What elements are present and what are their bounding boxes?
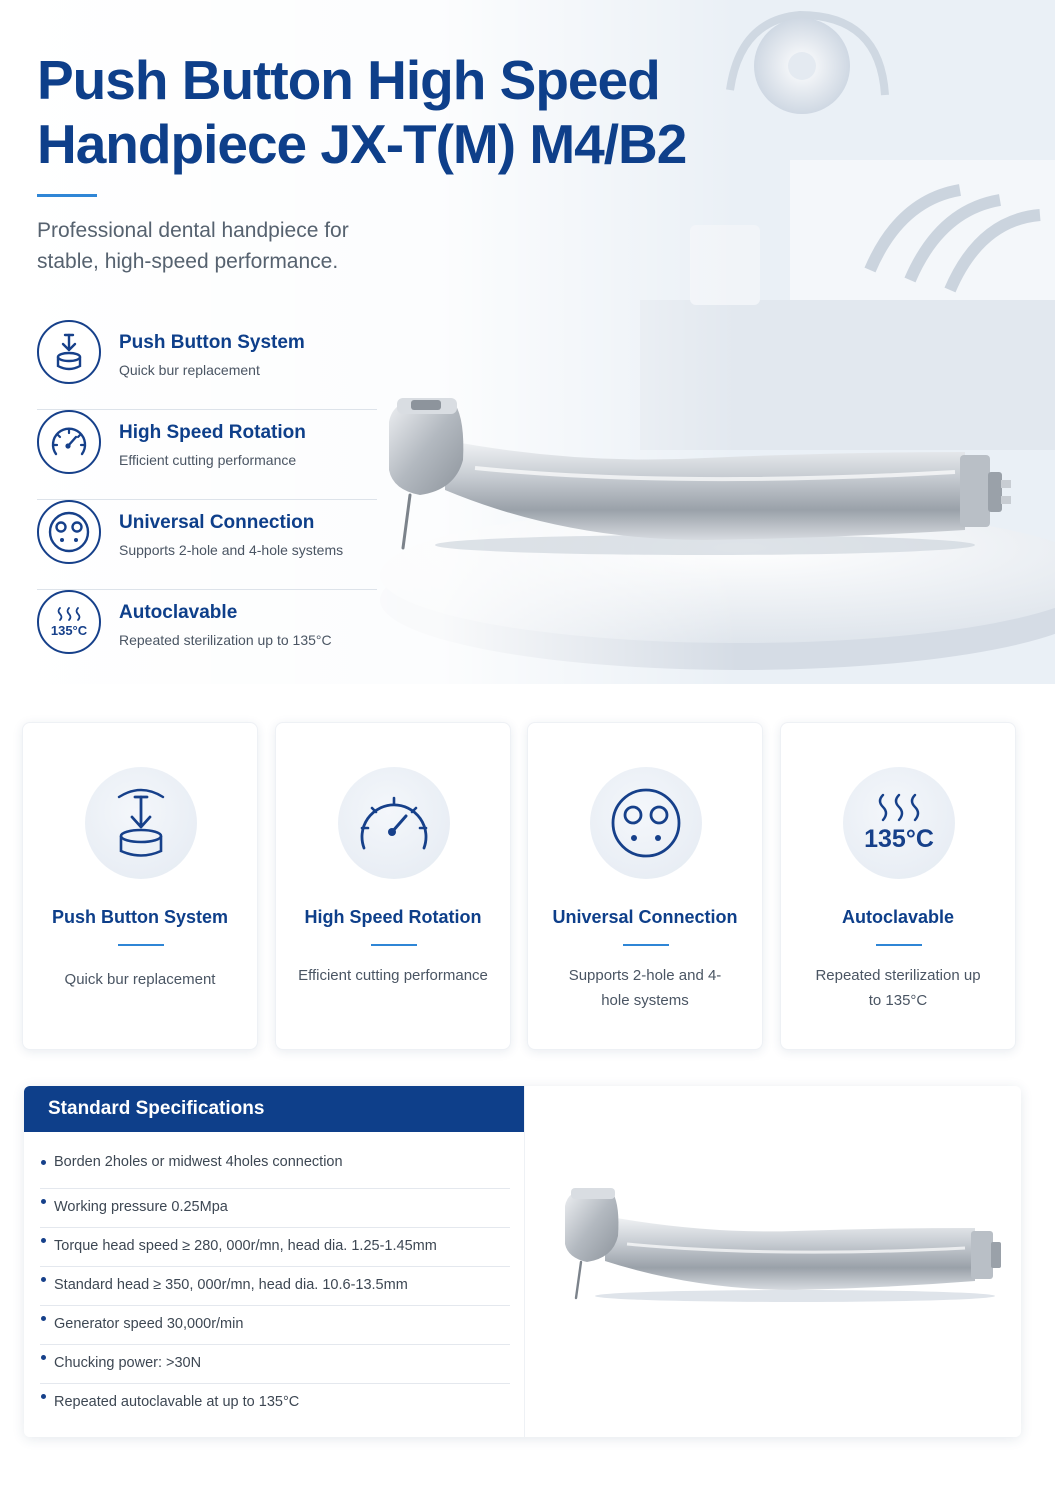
specs-list-panel xyxy=(24,1132,524,1437)
spec-item: Standard head ≥ 350, 000r/mn, head dia. 10.6-13.5mm xyxy=(40,1267,510,1306)
hero-feature-push-button xyxy=(37,320,377,410)
feature-desc: Efficient cutting performance xyxy=(119,452,297,468)
feature-title: Autoclavable xyxy=(119,602,238,623)
push-button-icon xyxy=(85,767,197,879)
card-accent-line xyxy=(876,944,922,946)
hero-feature-list xyxy=(37,320,377,680)
feature-cards xyxy=(22,722,1018,1050)
card-title: Autoclavable xyxy=(841,907,955,927)
card-universal-connection xyxy=(527,722,763,1050)
card-title: Universal Connection xyxy=(552,907,738,927)
card-title: Push Button System xyxy=(51,907,229,927)
spec-item: Torque head speed ≥ 280, 000r/mn, head dia. 1.25-1.45mm xyxy=(40,1228,510,1267)
hero-feature-high-speed xyxy=(37,410,377,500)
card-accent-line xyxy=(371,944,417,946)
card-accent-line xyxy=(118,944,164,946)
hero-subtitle: Professional dental handpiece for stable, high-speed performance. xyxy=(37,219,349,273)
card-high-speed xyxy=(275,722,511,1050)
card-desc: Supports 2-hole and 4-hole systems xyxy=(568,967,722,1009)
handpiece-product-image xyxy=(375,360,1015,560)
feature-title: High Speed Rotation xyxy=(119,422,306,443)
card-desc: Repeated sterilization up to 135°C xyxy=(815,967,981,1009)
feature-desc: Supports 2-hole and 4-hole systems xyxy=(119,542,344,558)
autoclave-steam-icon xyxy=(843,767,955,879)
spec-list xyxy=(40,1150,510,1423)
feature-title: Push Button System xyxy=(119,332,305,353)
title-accent-line xyxy=(37,194,97,197)
feature-desc: Quick bur replacement xyxy=(119,362,260,378)
autoclave-steam-icon xyxy=(37,590,101,654)
card-title: High Speed Rotation xyxy=(304,907,482,927)
card-accent-line xyxy=(623,944,669,946)
hero-section xyxy=(0,0,1055,684)
gauge-icon xyxy=(338,767,450,879)
hero-feature-autoclavable xyxy=(37,590,377,680)
connection-holes-icon xyxy=(37,500,101,564)
card-push-button xyxy=(22,722,258,1050)
feature-title: Universal Connection xyxy=(119,512,315,533)
spec-item: Generator speed 30,000r/min xyxy=(40,1306,510,1345)
card-autoclavable xyxy=(780,722,1016,1050)
page-title: Push Button High Speed Handpiece JX-T(M) M4/B2 xyxy=(37,49,687,175)
autoclave-temp-label: 135°C xyxy=(50,623,88,638)
specs-image-panel xyxy=(524,1086,1021,1437)
spec-item: Borden 2holes or midwest 4holes connection xyxy=(40,1150,510,1189)
specifications-panel xyxy=(24,1086,1021,1437)
card-desc: Efficient cutting performance xyxy=(298,967,488,984)
gauge-icon xyxy=(37,410,101,474)
spec-item: Chucking power: >30N xyxy=(40,1345,510,1384)
handpiece-product-image xyxy=(555,1176,1005,1306)
specs-heading: Standard Specifications xyxy=(24,1086,524,1132)
card-desc: Quick bur replacement xyxy=(64,971,216,988)
push-button-icon xyxy=(37,320,101,384)
spec-item: Working pressure 0.25Mpa xyxy=(40,1189,510,1228)
hero-feature-universal-connection xyxy=(37,500,377,590)
spec-item: Repeated autoclavable at up to 135°C xyxy=(40,1384,510,1423)
autoclave-temp-label: 135°C xyxy=(864,825,934,853)
feature-desc: Repeated sterilization up to 135°C xyxy=(119,632,332,648)
connection-holes-icon xyxy=(590,767,702,879)
